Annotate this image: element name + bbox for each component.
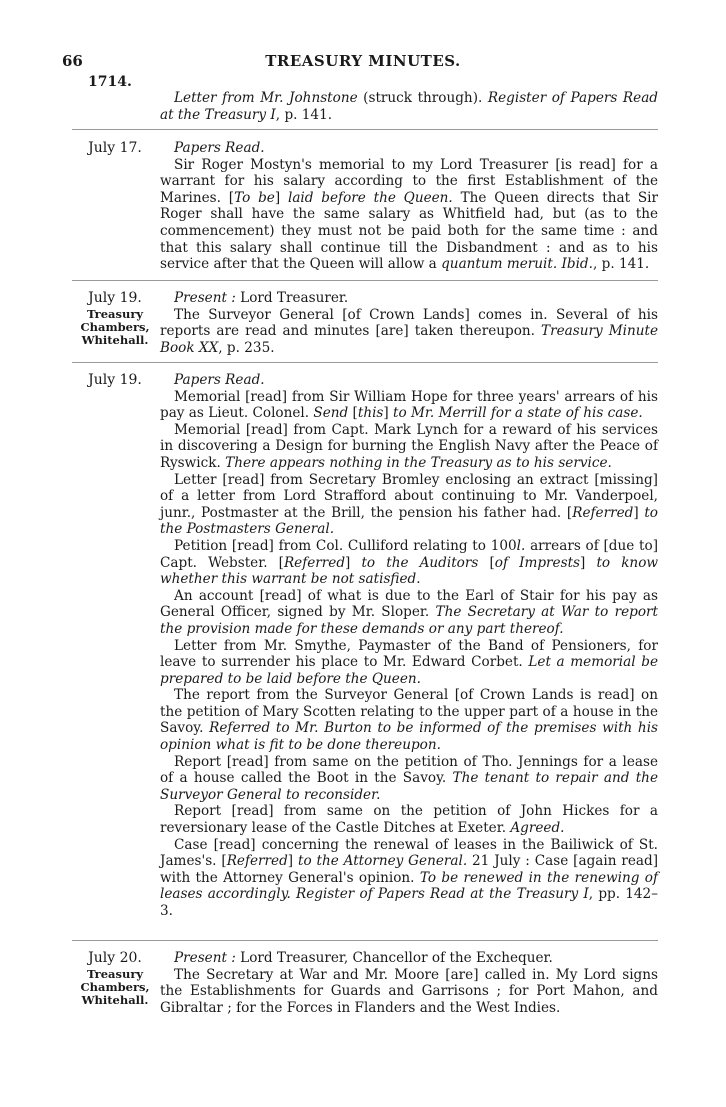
italic-run: this (357, 405, 384, 422)
text-run: An account [read] of what is due to the Earl of Stair for his pay as General Officer, signed by Mr. Sloper. (160, 587, 658, 621)
paragraph (160, 290, 658, 307)
italic-run: Letter from Mr. Johnstone (174, 90, 358, 106)
text-run: Memorial [read] from Capt. Mark Lynch for a reward of his services in discovering a Design for burning the English Navy after the Peace of Ryswick. (160, 421, 658, 471)
text-run: Letter from Mr. Smythe, Paymaster of the Band of Pensioners, for leave to surrender his place to Mr. Edward Corbet. (160, 637, 658, 671)
page-header (0, 52, 726, 74)
page-number: 66 (62, 52, 83, 70)
italic-run: to the Postmasters General. (160, 504, 658, 538)
italic-run: Present : (174, 950, 236, 966)
entry-date: July 19. (88, 372, 142, 388)
entry-body (160, 140, 658, 273)
paragraph (160, 307, 658, 357)
entry-body (160, 290, 658, 356)
italic-run: Referred (572, 504, 634, 521)
italic-run: to Mr. Merrill for a state of his case. (393, 405, 643, 422)
paragraph (160, 687, 658, 753)
italic-run: There appears nothing in the Treasury as to his service. (225, 454, 612, 471)
italic-run: Papers Read. (174, 140, 265, 156)
text-run: Memorial [read] from Sir William Hope for three years' arrears of his pay as Lieut. Colonel. (160, 388, 658, 422)
italic-run: Agreed. (510, 820, 565, 837)
paragraph (160, 803, 658, 836)
text-run: ] (274, 189, 288, 206)
text-run: 21 July : Case [again read] with the Attorney General's opinion. (160, 853, 659, 886)
italic-run: The tenant to repair and the Surveyor General to reconsider. (160, 770, 658, 803)
text-run: Case [read] concerning the renewal of leases in the Bailiwick of St. James's. [ (160, 836, 658, 870)
paragraph (160, 90, 658, 123)
text-run: , p. 235. (218, 339, 275, 356)
text-run: arrears of [due to] Capt. Webster. [ (160, 537, 659, 571)
entry-divider (72, 940, 658, 941)
text-run: Letter [read] from Secretary Bromley enclosing an extract [missing] of a letter from Lord Strafford about continuing to Mr. Vanderpoel, junr., Postmaster at the Brill, the pension his father had. [ (160, 471, 658, 521)
italic-run: Treasury Minute Book XX (160, 323, 658, 356)
entry-body (160, 372, 658, 920)
paragraph (160, 157, 658, 273)
paragraph (160, 588, 658, 638)
entry-date: July 19. (88, 290, 142, 306)
italic-run: The Secretary at War to report the provision made for these demands or any part thereof. (160, 604, 658, 637)
italic-run: To be renewed in the renewing of leases accordingly. Register of Papers Read at the Treasury I (160, 869, 658, 903)
text-run: Petition [read] from Col. Culliford relating to 100 (174, 537, 517, 554)
italic-run: Papers Read. (174, 372, 265, 388)
text-run: Report [read] from same on the petition of John Hickes for a reversionary lease of the Castle Ditches at Exeter. (160, 803, 658, 837)
entry-date: July 20. (88, 950, 142, 966)
italic-run: laid before the Queen. (287, 189, 453, 206)
text-run: The Surveyor General [of Crown Lands] comes in. Several of his reports are read and minutes [are] taken thereupon. (160, 306, 658, 340)
italic-run: Let a memorial be prepared to be laid before the Queen. (160, 654, 658, 687)
italic-run: Referred (226, 853, 288, 870)
paragraph (160, 538, 658, 588)
text-run: The report from the Surveyor General [of Crown Lands is read] on the petition of Mary Scotten relating to the upper part of a house in the Savoy. (160, 687, 658, 737)
paragraph (160, 389, 658, 422)
paragraph (160, 472, 658, 538)
italic-run: Ibid. (561, 256, 593, 273)
text-run: The Queen directs that Sir Roger shall have the same salary as Whitfield had, but (as to the commencement) they must not be paid both for the same time : and that this salary shall continue till the Disbandment : and as to his service after that the Queen will allow a (160, 189, 659, 273)
paragraph (160, 837, 658, 920)
paragraph (160, 372, 658, 389)
margin-note (72, 290, 158, 347)
paragraph (160, 950, 658, 967)
paragraph (160, 754, 658, 804)
italic-run: l. (516, 537, 526, 554)
margin-note (72, 372, 158, 388)
text-run: Report [read] from same on the petition of Tho. Jennings for a lease of a house called the Boot in the Savoy. (160, 753, 658, 787)
running-head: TREASURY MINUTES. (265, 52, 461, 70)
paragraph (160, 967, 658, 1017)
italic-run: Referred (283, 554, 346, 571)
entry-body (160, 90, 658, 123)
text-run: ] (383, 405, 394, 422)
paragraph (160, 638, 658, 688)
italic-run: quantum meruit. (441, 256, 558, 273)
entry-date: July 17. (88, 140, 142, 156)
italic-run: Present : (174, 290, 236, 306)
text-run: [ (348, 405, 358, 422)
italic-run: to the Auditors (361, 554, 479, 571)
text-run: , p. 141. (592, 256, 650, 273)
margin-note (72, 140, 158, 156)
entry-place: Treasury Chambers, Whitehall. (80, 967, 150, 1007)
entry-place: Treasury Chambers, Whitehall. (80, 307, 150, 347)
text-run: ] (580, 554, 597, 571)
margin-note (72, 950, 158, 1007)
italic-run: Referred to Mr. Burton to be informed of the premises with his opinion what is fit to be done thereupon. (160, 720, 659, 754)
text-run: Lord Treasurer, Chancellor of the Exchequer. (235, 950, 553, 966)
text-run: ] (633, 504, 645, 521)
text-run: ] (287, 853, 298, 870)
italic-run: Send (313, 405, 349, 422)
text-run: ] (345, 554, 362, 571)
text-run: [ (478, 554, 495, 571)
entry-divider (72, 129, 658, 130)
text-run: Lord Treasurer. (235, 290, 349, 306)
text-run: , pp. 142–3. (160, 886, 658, 919)
entry-divider (72, 280, 658, 281)
italic-run: To be (234, 189, 275, 206)
entry-body (160, 950, 658, 1016)
italic-run: to the Attorney General. (297, 853, 468, 870)
text-run: Sir Roger Mostyn's memorial to my Lord Treasurer [is read] for a warrant for his salary according to the first Establishment of the Marines. [ (160, 156, 658, 206)
italic-run: Register of Papers Read at the Treasury I (160, 90, 659, 123)
paragraph (160, 422, 658, 472)
italic-run: of Imprests (494, 554, 581, 571)
italic-run: to know whether this warrant be not satisfied. (160, 554, 659, 588)
year-label: 1714. (88, 74, 132, 90)
text-run: (struck through). (357, 90, 488, 106)
text-run: , p. 141. (275, 106, 333, 123)
entry-divider (72, 362, 658, 363)
paragraph (160, 140, 658, 157)
text-run: The Secretary at War and Mr. Moore [are] called in. My Lord signs the Establishments for Guards and Garrisons ; for Port Mahon, and Gibraltar ; for the Forces in Flanders and the West Indies. (160, 966, 658, 1016)
